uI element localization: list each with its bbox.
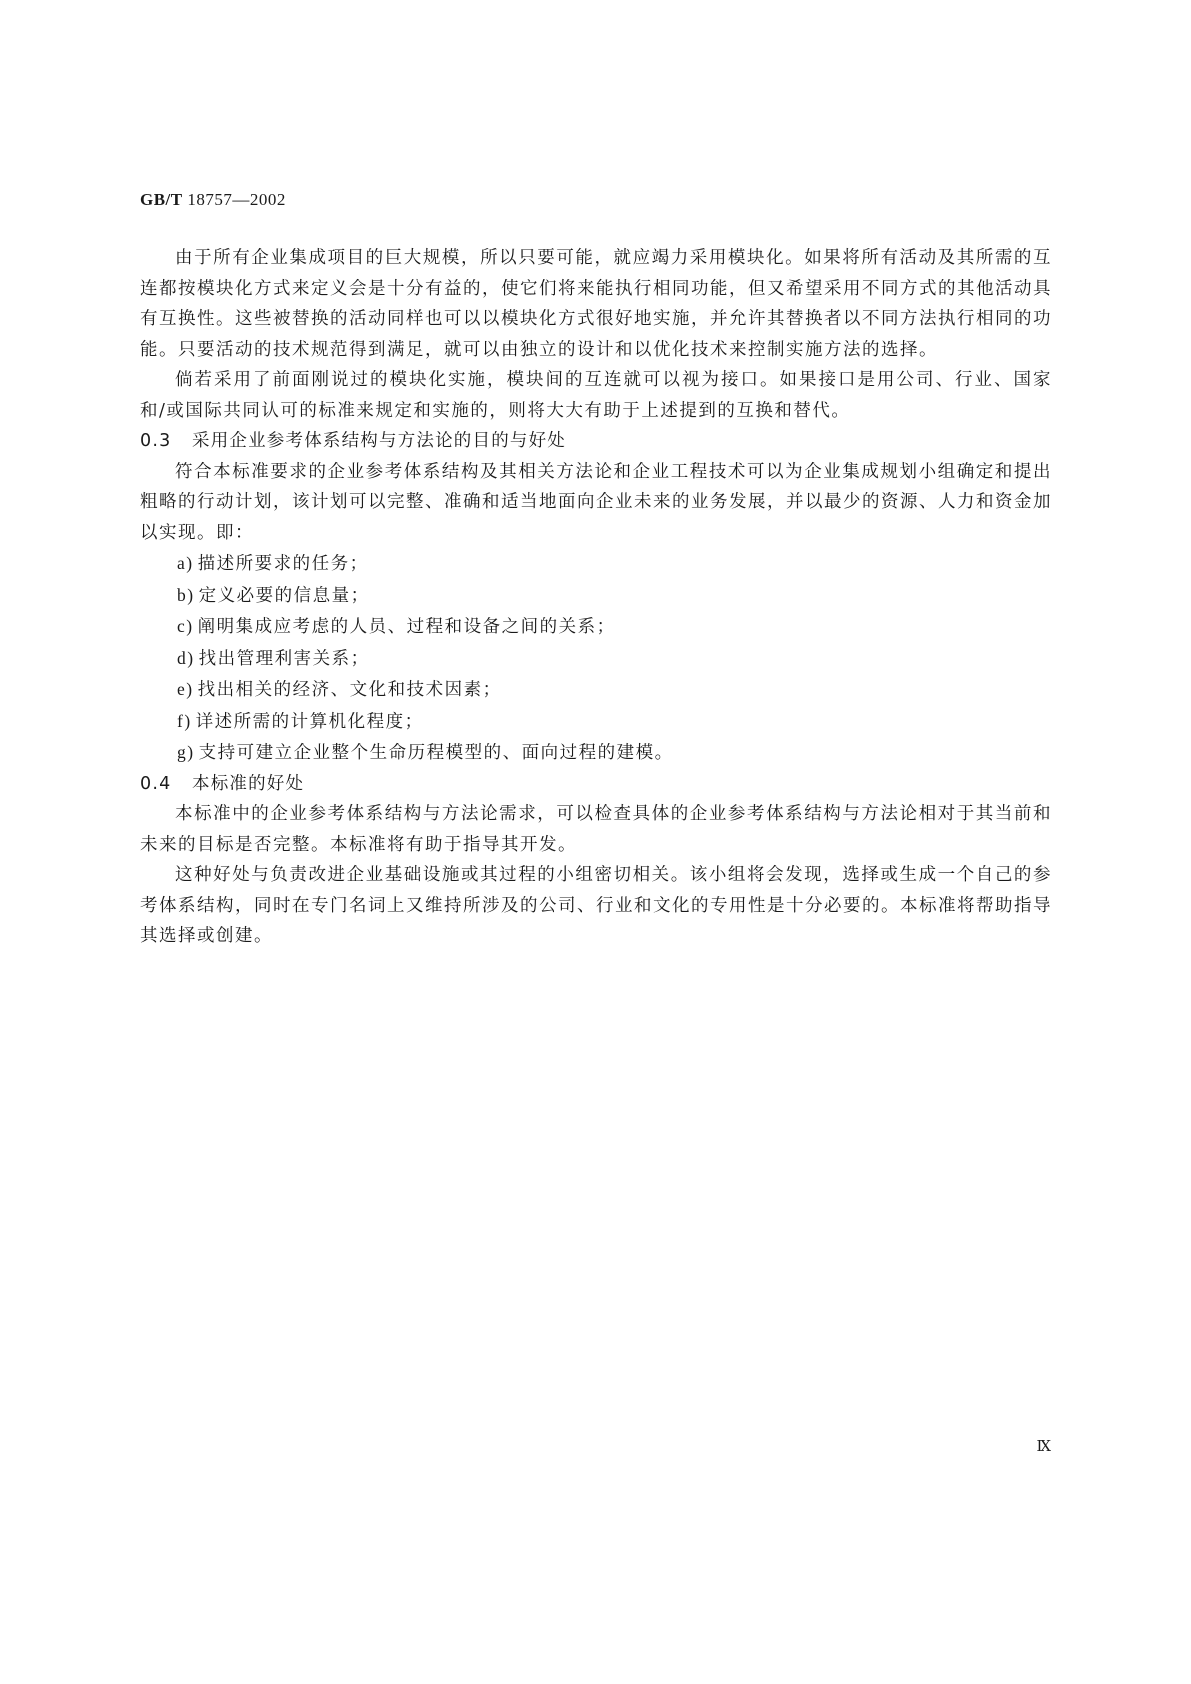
list-item-label: e) xyxy=(177,679,194,699)
section-title: 本标准的好处 xyxy=(192,773,305,794)
standard-number: 18757—2002 xyxy=(187,190,286,209)
list-item xyxy=(140,611,1052,643)
section-number: 0.4 xyxy=(140,773,172,794)
list-item-text: 支持可建立企业整个生命历程模型的、面向过程的建模。 xyxy=(198,743,674,763)
paragraph-modularity: 由于所有企业集成项目的巨大规模，所以只要可能，就应竭力采用模块化。如果将所有活动及其所需的互连都按模块化方式来定义会是十分有益的，使它们将来能执行相同功能，但又希望采用不同方式的其他活动具有互换性。这些被替换的活动同样也可以以模块化方式很好地实施，并允许其替换者以不同方法执行相同的功能。只要活动的技术规范得到满足，就可以由独立的设计和以优化技术来控制实施方法的选择。 xyxy=(140,248,1052,360)
list-item-label: f) xyxy=(177,710,192,731)
section-number: 0.3 xyxy=(140,431,172,451)
page-number: Ⅸ xyxy=(1036,1439,1051,1455)
paragraph-interfaces: 倘若采用了前面刚说过的模块化实施，模块间的互连就可以视为接口。如果接口是用公司、行业、国家和/或国际共同认可的标准来规定和实施的，则将大大有助于上述提到的互换和替代。 xyxy=(140,370,1052,421)
page-header xyxy=(140,190,286,210)
body-content xyxy=(140,243,1052,952)
list-item xyxy=(140,580,1052,612)
paragraph-benefits: 本标准中的企业参考体系结构与方法论需求，可以检查具体的企业参考体系结构与方法论相对于其当前和未来的目标是否完整。本标准将有助于指导其开发。 xyxy=(140,804,1052,855)
list-item xyxy=(140,737,1052,769)
section-0-3-intro: 符合本标准要求的企业参考体系结构及其相关方法论和企业工程技术可以为企业集成规划小组确定和提出粗略的行动计划，该计划可以完整、准确和适当地面向企业未来的业务发展，并以最少的资源、人力和资金加以实现。即： xyxy=(140,461,1052,543)
list-item-text: 描述所要求的任务； xyxy=(197,554,369,574)
list-item-label: g) xyxy=(177,742,195,762)
list-item xyxy=(140,643,1052,675)
section-heading-0-4 xyxy=(140,769,1052,800)
list-item xyxy=(140,706,1052,738)
list-item-label: a) xyxy=(177,553,194,573)
list-item xyxy=(140,674,1052,706)
list-item-label: b) xyxy=(177,584,195,605)
standard-code: GB/T xyxy=(140,190,183,209)
list-item-text: 阐明集成应考虑的人员、过程和设备之间的关系； xyxy=(197,617,616,637)
list-item-label: c) xyxy=(177,616,194,636)
list-item-text: 找出管理利害关系； xyxy=(198,648,370,669)
section-heading-0-3 xyxy=(140,426,1052,457)
paragraph-infrastructure: 这种好处与负责改进企业基础设施或其过程的小组密切相关。该小组将会发现，选择或生成一个自己的参考体系结构，同时在专门名词上又维持所涉及的公司、行业和文化的专用性是十分必要的。本标准将帮助指导其选择或创建。 xyxy=(140,865,1052,946)
list-item-text: 定义必要的信息量； xyxy=(198,585,370,606)
list-item xyxy=(140,548,1052,580)
list-item-text: 找出相关的经济、文化和技术因素； xyxy=(197,680,502,700)
list-item-label: d) xyxy=(177,647,195,668)
section-title: 采用企业参考体系结构与方法论的目的与好处 xyxy=(192,431,566,451)
list-item-text: 详述所需的计算机化程度； xyxy=(195,711,424,732)
purpose-list xyxy=(140,548,1052,769)
